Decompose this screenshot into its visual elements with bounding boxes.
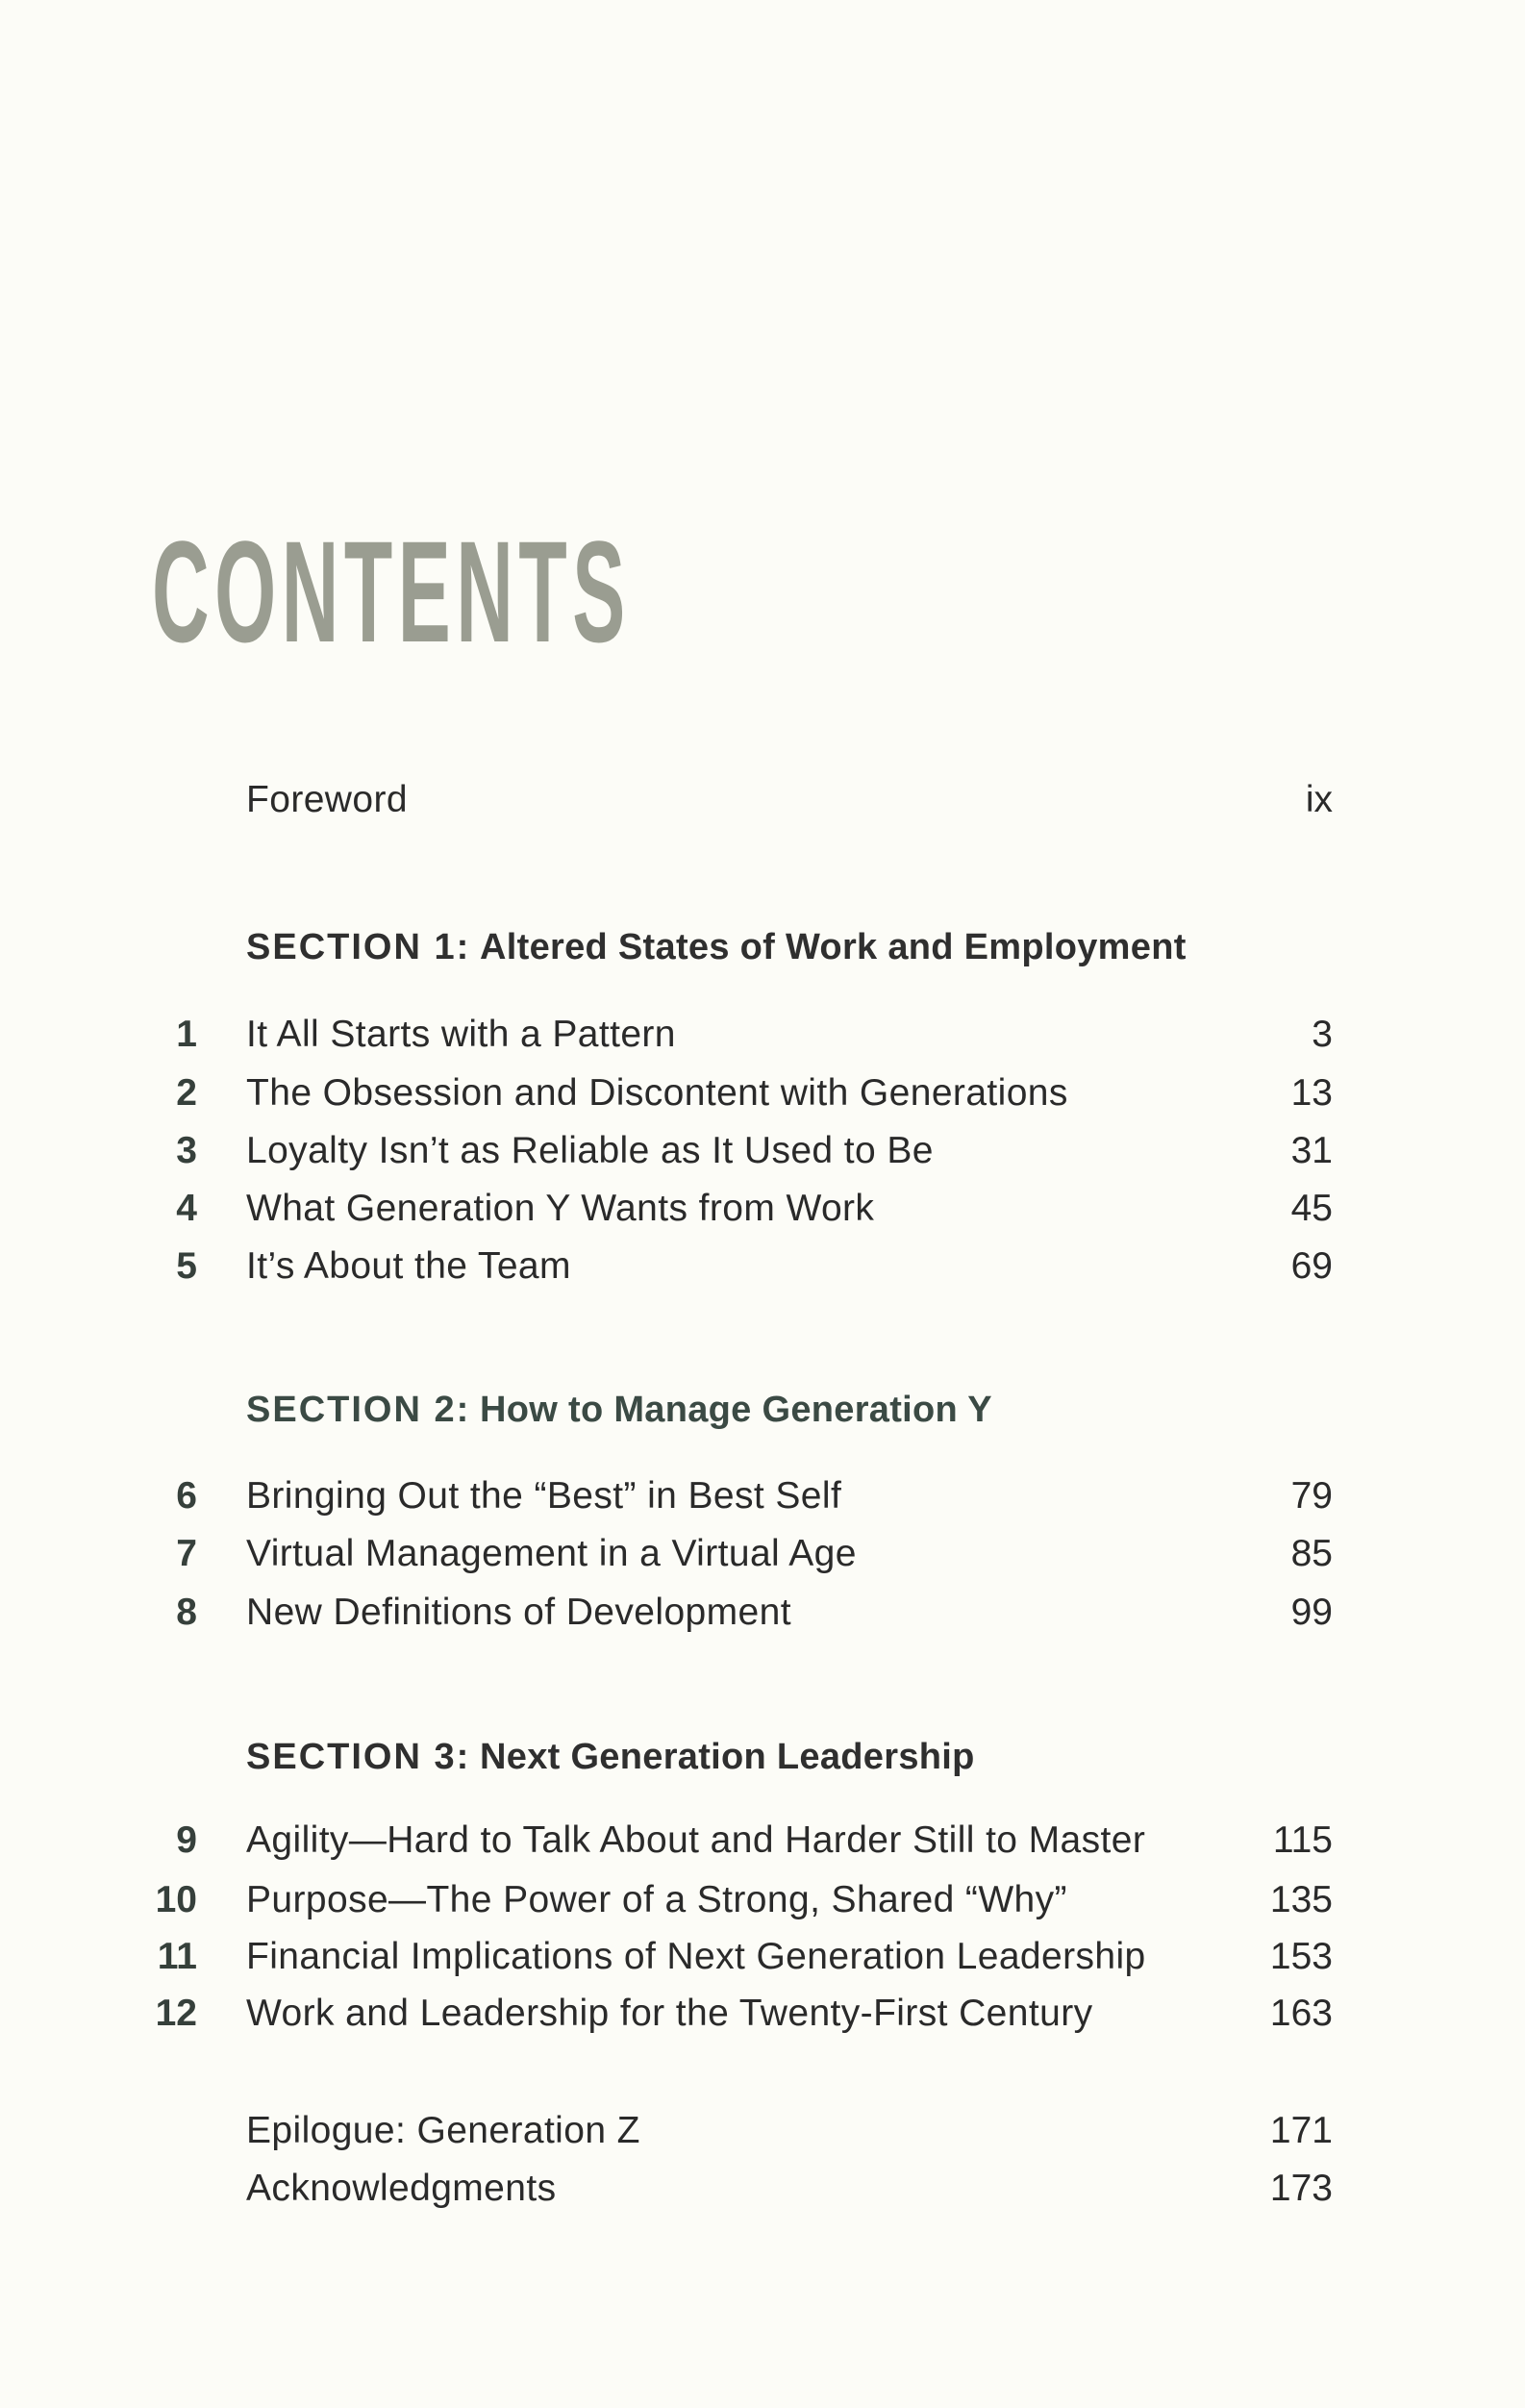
section-key: SECTION 1 — [246, 927, 457, 967]
section-colon: : — [456, 1737, 481, 1777]
section-colon: : — [456, 1390, 481, 1430]
page-title: CONTENTS — [152, 511, 631, 672]
toc-page-number: 31 — [1290, 1130, 1333, 1171]
section-heading-3 — [246, 1736, 975, 1778]
chapter-title: The Obsession and Discontent with Generations — [246, 1072, 1068, 1114]
toc-page-number: 85 — [1290, 1533, 1333, 1574]
chapter-number: 6 — [176, 1475, 197, 1517]
chapter-number: 5 — [176, 1245, 197, 1287]
chapter-title: Purpose—The Power of a Strong, Shared “Why” — [246, 1879, 1067, 1920]
section-heading-2 — [246, 1389, 992, 1431]
chapter-title: Work and Leadership for the Twenty-First Century — [246, 1993, 1093, 2034]
chapter-title: Loyalty Isn’t as Reliable as It Used to Be — [246, 1130, 934, 1171]
toc-entry-chapter-5[interactable] — [0, 1245, 1525, 1288]
toc-entry-chapter-9[interactable] — [0, 1819, 1525, 1862]
toc-page-number: 171 — [1269, 2110, 1333, 2151]
chapter-number: 7 — [176, 1533, 197, 1574]
toc-entry-chapter-1[interactable] — [0, 1014, 1525, 1056]
toc-page-number: ix — [1305, 779, 1333, 820]
chapter-title: Agility—Hard to Talk About and Harder Still to Master — [246, 1819, 1146, 1861]
chapter-title: Virtual Management in a Virtual Age — [246, 1533, 857, 1574]
toc-entry-chapter-8[interactable] — [0, 1592, 1525, 1634]
section-colon: : — [456, 927, 481, 967]
chapter-number: 4 — [176, 1188, 197, 1229]
chapter-number: 2 — [176, 1072, 197, 1114]
section-name: Next Generation Leadership — [480, 1737, 975, 1777]
toc-page-number: 3 — [1312, 1014, 1333, 1055]
section-key: SECTION 2 — [246, 1390, 457, 1430]
chapter-number: 8 — [176, 1592, 197, 1633]
toc-page-number: 135 — [1269, 1879, 1333, 1920]
toc-entry-chapter-6[interactable] — [0, 1475, 1525, 1518]
toc-entry-label: Acknowledgments — [246, 2168, 557, 2209]
chapter-title: What Generation Y Wants from Work — [246, 1188, 875, 1229]
chapter-number: 9 — [176, 1819, 197, 1861]
chapter-title: Bringing Out the “Best” in Best Self — [246, 1475, 842, 1517]
toc-page-number: 79 — [1290, 1475, 1333, 1517]
toc-entry-acknowledgments[interactable] — [0, 2168, 1525, 2210]
section-key: SECTION 3 — [246, 1737, 457, 1777]
chapter-title: Financial Implications of Next Generation Leadership — [246, 1936, 1146, 1977]
chapter-number: 10 — [155, 1879, 197, 1920]
toc-page-number: 153 — [1269, 1936, 1333, 1977]
toc-page-number: 115 — [1272, 1819, 1333, 1861]
toc-entry-label: Foreword — [246, 779, 408, 820]
toc-entry-label: Epilogue: Generation Z — [246, 2110, 640, 2151]
section-name: Altered States of Work and Employment — [480, 927, 1187, 967]
toc-entry-chapter-4[interactable] — [0, 1188, 1525, 1230]
section-name: How to Manage Generation Y — [480, 1390, 992, 1430]
toc-entry-chapter-2[interactable] — [0, 1072, 1525, 1115]
toc-page-number: 173 — [1269, 2168, 1333, 2209]
chapter-number: 11 — [157, 1936, 197, 1977]
toc-page-number: 99 — [1290, 1592, 1333, 1633]
toc-entry-foreword[interactable] — [0, 779, 1525, 821]
toc-page-number: 45 — [1290, 1188, 1333, 1229]
chapter-number: 1 — [176, 1014, 197, 1055]
chapter-title: It All Starts with a Pattern — [246, 1014, 676, 1055]
toc-page-number: 13 — [1290, 1072, 1333, 1114]
section-heading-1 — [246, 926, 1187, 968]
toc-entry-chapter-12[interactable] — [0, 1993, 1525, 2035]
toc-entry-chapter-7[interactable] — [0, 1533, 1525, 1575]
toc-entry-chapter-3[interactable] — [0, 1130, 1525, 1172]
toc-page-number: 69 — [1290, 1245, 1333, 1287]
toc-page-number: 163 — [1269, 1993, 1333, 2034]
chapter-title: It’s About the Team — [246, 1245, 571, 1287]
toc-entry-chapter-10[interactable] — [0, 1879, 1525, 1921]
toc-entry-epilogue[interactable] — [0, 2110, 1525, 2152]
chapter-number: 12 — [155, 1993, 197, 2034]
chapter-title: New Definitions of Development — [246, 1592, 791, 1633]
chapter-number: 3 — [176, 1130, 197, 1171]
toc-entry-chapter-11[interactable] — [0, 1936, 1525, 1978]
